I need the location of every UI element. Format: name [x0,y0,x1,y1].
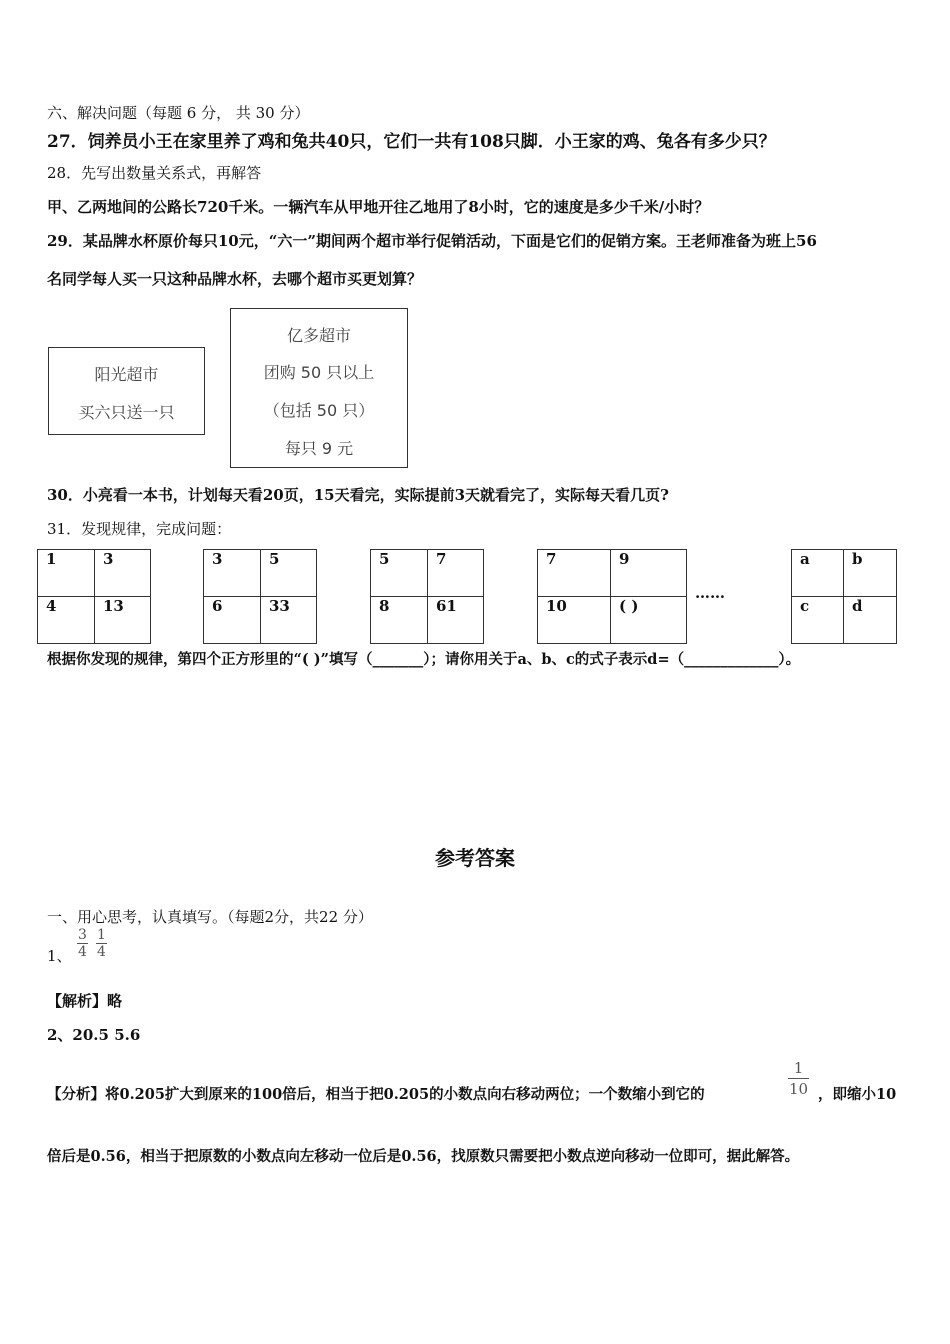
square-cell-b: 3 [95,550,151,597]
fraction [96,927,107,960]
square-cell-b: 9 [611,550,687,597]
fraction-denominator: 4 [78,944,87,960]
store-yangguang-name: 阳光超市 [94,365,159,384]
square-cell-b: b [844,550,897,597]
square-cell-c: c [792,597,844,644]
square-cell-d: 33 [261,597,317,644]
square-cell-b: 5 [261,550,317,597]
answers-section1-header: 一、用心思考，认真填写。（每题2分，共22 分） [47,908,373,926]
store-yiduo-box [230,308,408,468]
store-yiduo-line2: （包括 50 只） [263,401,375,420]
fraction-denominator: 4 [97,944,106,960]
fraction [77,927,88,960]
section6-header: 六、解决问题（每题 6 分， 共 30 分） [47,104,310,122]
question-29-line1: 29．某品牌水杯原价每只10元，“六一”期间两个超市举行促销活动，下面是它们的促销方案。王老师准备为班上56 [47,232,817,250]
pattern-square-general [791,549,897,644]
answer-2-analysis-line2: 倍后是0.56，相当于把原数的小数点向左移动一位后是0.56，找原数只需要把小数点逆向移动一位即可，据此解答。 [47,1148,800,1165]
square-cell-d: ( ) [611,597,687,644]
square-cell-d: 61 [428,597,484,644]
fraction [788,1058,809,1099]
answer-2-label: 2、20.5 5.6 [47,1026,141,1044]
question-31-title: 31．发现规律，完成问题： [47,520,232,538]
square-cell-c: 4 [38,597,95,644]
square-cell-a: 3 [204,550,261,597]
store-yangguang-box [48,347,205,435]
square-cell-a: 5 [371,550,428,597]
square-cell-c: 6 [204,597,261,644]
fraction-numerator: 1 [788,1058,809,1079]
square-cell-d: 13 [95,597,151,644]
pattern-square-2 [203,549,317,644]
square-cell-a: a [792,550,844,597]
fraction-denominator: 10 [789,1080,809,1098]
pattern-square-1 [37,549,151,644]
square-cell-a: 1 [38,550,95,597]
answer-1-analysis: 【解析】略 [47,992,123,1010]
pattern-square-4 [537,549,687,644]
question-30: 30．小亮看一本书，计划每天看20页，15天看完，实际提前3天就看完了，实际每天看几页? [47,486,669,504]
answer-1-label: 1、 [47,947,72,965]
fraction-numerator: 3 [78,927,87,943]
question-29-line2: 名同学每人买一只这种品牌水杯，去哪个超市买更划算？ [47,270,423,288]
store-yiduo-line1: 团购 50 只以上 [263,363,375,382]
answer-2-fraction [788,1058,809,1099]
square-cell-c: 10 [538,597,611,644]
square-cell-a: 7 [538,550,611,597]
pattern-square-3 [370,549,484,644]
question-27: 27．饲养员小王在家里养了鸡和兔共40只，它们一共有108只脚．小王家的鸡、兔各有多少只？ [47,132,776,152]
question-31-prompt: 根据你发现的规律，第四个正方形里的“( )”填写（_______）；请你用关于a、b、c的式子表示d=（_____________）。 [47,651,801,668]
answer-1-fractions [77,927,107,960]
fraction-numerator: 1 [97,927,106,943]
question-28-body: 甲、乙两地间的公路长720千米。一辆汽车从甲地开往乙地用了8小时，它的速度是多少千米/小时？ [47,198,710,216]
pattern-ellipsis: …… [695,584,725,602]
square-cell-b: 7 [428,550,484,597]
question-28-title: 28．先写出数量关系式，再解答 [47,164,262,182]
store-yiduo-name: 亿多超市 [286,326,351,345]
store-yiduo-line3: 每只 9 元 [284,439,354,458]
answer-2-analysis-part1: 【分析】将0.205扩大到原来的100倍后，相当于把0.205的小数点向右移动两位；一个数缩小到它的 [47,1086,705,1103]
square-cell-c: 8 [371,597,428,644]
square-cell-d: d [844,597,897,644]
answers-title: 参考答案 [435,846,515,870]
answer-2-analysis-part2: ，即缩小10 [818,1086,897,1103]
store-yangguang-offer: 买六只送一只 [78,403,175,422]
